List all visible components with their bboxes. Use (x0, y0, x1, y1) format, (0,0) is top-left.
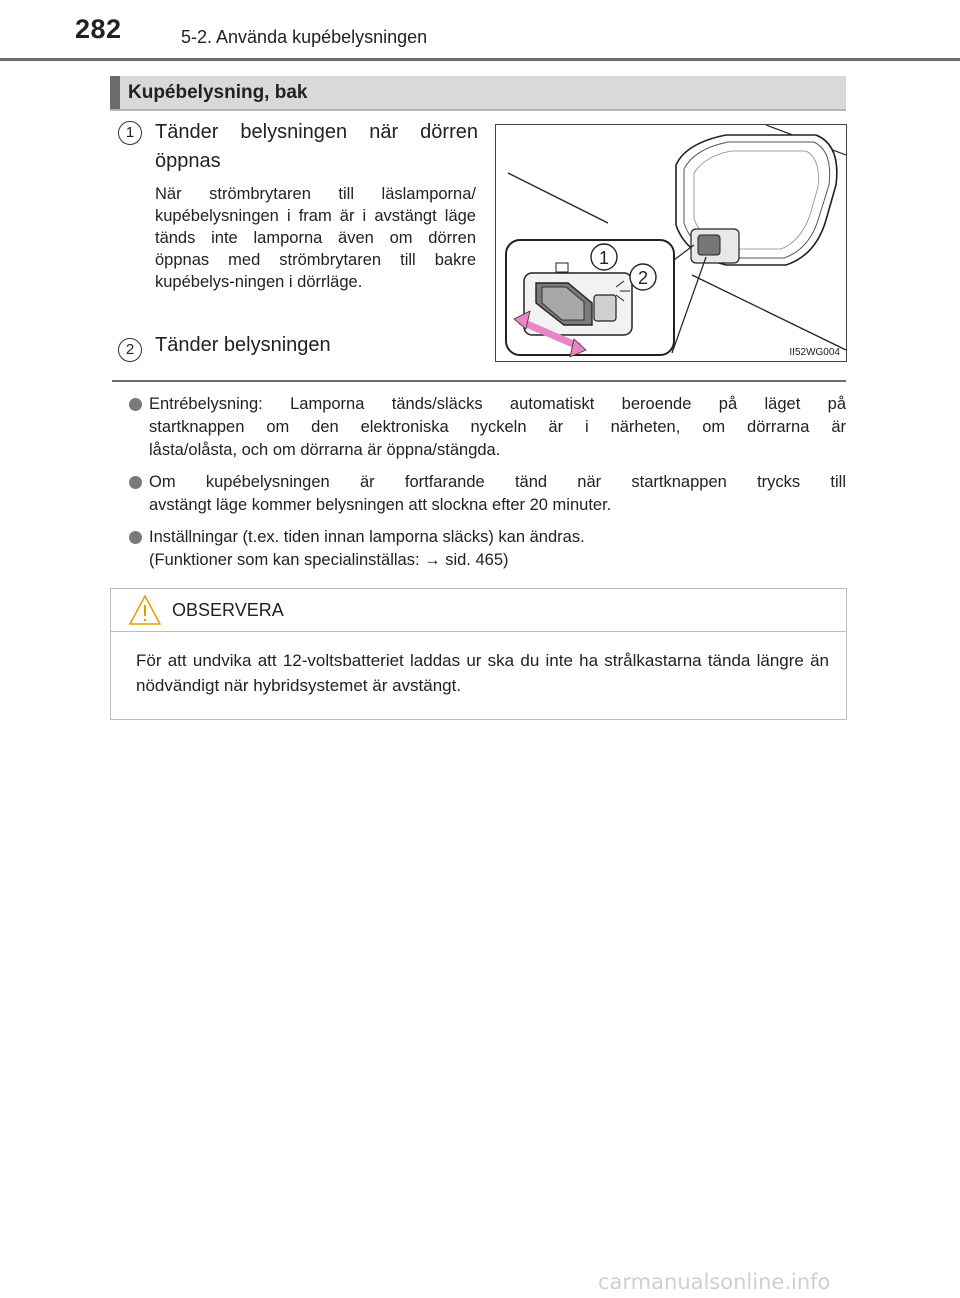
chapter-title: 5-2. Använda kupébelysningen (181, 27, 428, 47)
note-line: startknappen om den elektroniska nyckeln är i närheten, om dörrarna är (149, 418, 846, 436)
section-heading-bar (110, 76, 120, 109)
note-line: Om kupébelysningen är fortfarande tänd när startknappen trycks till (149, 473, 846, 491)
notice-header (111, 589, 846, 632)
notice-body: För att undvika att 12-voltsbatteriet laddas ur ska du inte ha strålkastarna tända längre än nödvändigt när hybridsystemet är avstängt. (136, 651, 829, 695)
item-1-description: När strömbrytaren till läslamporna/ kupébelysningen i fram är i avstängt läge tänds inte lamporna även om dörren öppnas med strömbrytaren till bakre kupébelys-ningen i dörrläge. (155, 185, 476, 291)
header-rule (0, 58, 960, 61)
page-number: 282 (75, 14, 122, 44)
warning-icon (128, 594, 162, 626)
note-item (127, 393, 846, 462)
notice-title: OBSERVERA (172, 600, 284, 620)
note-item (127, 526, 846, 572)
note-line: Entrébelysning: Lamporna tänds/släcks automatiskt beroende på läget på (149, 395, 846, 413)
section-heading-text: Kupébelysning, bak (128, 82, 308, 103)
item-2-title: Tänder belysningen (155, 334, 331, 356)
note-line: låsta/olåsta, och om dörrarna är öppna/stängda. (149, 441, 501, 459)
figure-code: II52WG004 (789, 347, 840, 358)
section-divider (112, 380, 846, 382)
item-1-number-badge: 1 (118, 121, 142, 145)
bullet-dot-icon (129, 398, 142, 411)
note-item (127, 471, 846, 517)
note-line: Inställningar (t.ex. tiden innan lamporna släcks) kan ändras. (149, 528, 585, 546)
note-line: avstängt läge kommer belysningen att slockna efter 20 minuter. (149, 496, 612, 514)
bullet-dot-icon (129, 531, 142, 544)
interior-light-illustration (496, 125, 846, 361)
section-heading (110, 76, 846, 111)
note-line: (Funktioner som kan specialinställas: → sid. 465) (149, 551, 509, 569)
item-1-title: Tänder belysningen när dörren öppnas (155, 121, 478, 172)
bullet-dot-icon (129, 476, 142, 489)
interior-light-figure (495, 124, 847, 362)
notice-box (110, 588, 847, 720)
item-2-number-badge: 2 (118, 338, 142, 362)
notes-list (127, 393, 846, 581)
callout-2: 2 (637, 268, 649, 288)
callout-1: 1 (598, 248, 610, 268)
footer-watermark: carmanualsonline.info (598, 1270, 831, 1294)
